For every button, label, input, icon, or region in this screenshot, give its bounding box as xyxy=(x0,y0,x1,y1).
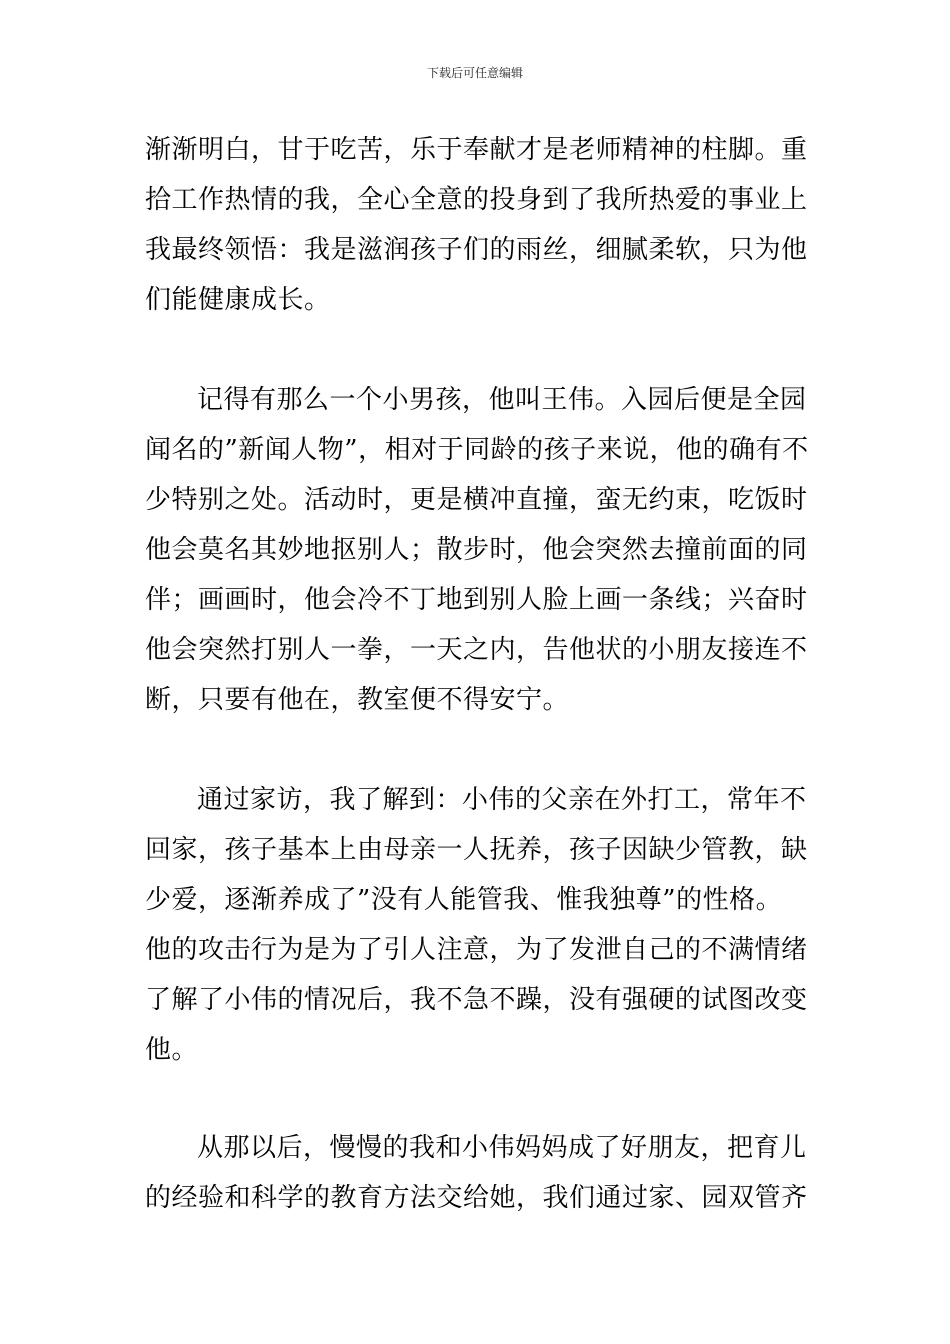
text-line: 回家，孩子基本上由母亲一人抚养，孩子因缺少管教，缺 xyxy=(145,835,808,865)
text-line: 闻名的”新闻人物”，相对于同龄的孩子来说，他的确有不 xyxy=(145,435,809,465)
text-line: 他的攻击行为是为了引人注意，为了发泄自己的不满情绪 xyxy=(145,935,808,965)
paragraph-4 xyxy=(145,1123,810,1223)
text-line: 他。 xyxy=(145,1035,199,1065)
text-line: 他会莫名其妙地抠别人；散步时，他会突然去撞前面的同 xyxy=(145,535,808,565)
text-line: 我最终领悟：我是滋润孩子们的雨丝，细腻柔软，只为他 xyxy=(145,235,808,265)
text-line: 了解了小伟的情况后，我不急不躁，没有强硬的试图改变 xyxy=(145,985,808,1015)
text-line: 少爱，逐渐养成了”没有人能管我、惟我独尊”的性格。 xyxy=(145,885,783,915)
paragraph-2 xyxy=(145,375,810,725)
text-line: 断，只要有他在，教室便不得安宁。 xyxy=(145,685,570,715)
text-line: 少特别之处。活动时，更是横冲直撞，蛮无约束，吃饭时 xyxy=(145,485,808,515)
text-line: 渐渐明白，甘于吃苦，乐于奉献才是老师精神的柱脚。重 xyxy=(145,135,808,165)
text-line: 记得有那么一个小男孩，他叫王伟。入园后便是全园 xyxy=(197,385,807,415)
paragraph-1 xyxy=(145,125,810,325)
text-line: 通过家访，我了解到：小伟的父亲在外打工，常年不 xyxy=(197,785,807,815)
paragraph-3 xyxy=(145,775,810,1075)
text-line: 伴；画画时，他会冷不丁地到别人脸上画一条线；兴奋时 xyxy=(145,585,808,615)
text-line: 们能健康成长。 xyxy=(145,285,331,315)
text-line: 的经验和科学的教育方法交给她，我们通过家、园双管齐 xyxy=(145,1183,808,1213)
text-line: 拾工作热情的我，全心全意的投身到了我所热爱的事业上 xyxy=(145,185,808,215)
text-line: 从那以后，慢慢的我和小伟妈妈成了好朋友，把育儿 xyxy=(197,1133,807,1163)
text-line: 他会突然打别人一拳，一天之内，告他状的小朋友接连不 xyxy=(145,635,808,665)
page-header: 下载后可任意编辑 xyxy=(426,66,523,80)
